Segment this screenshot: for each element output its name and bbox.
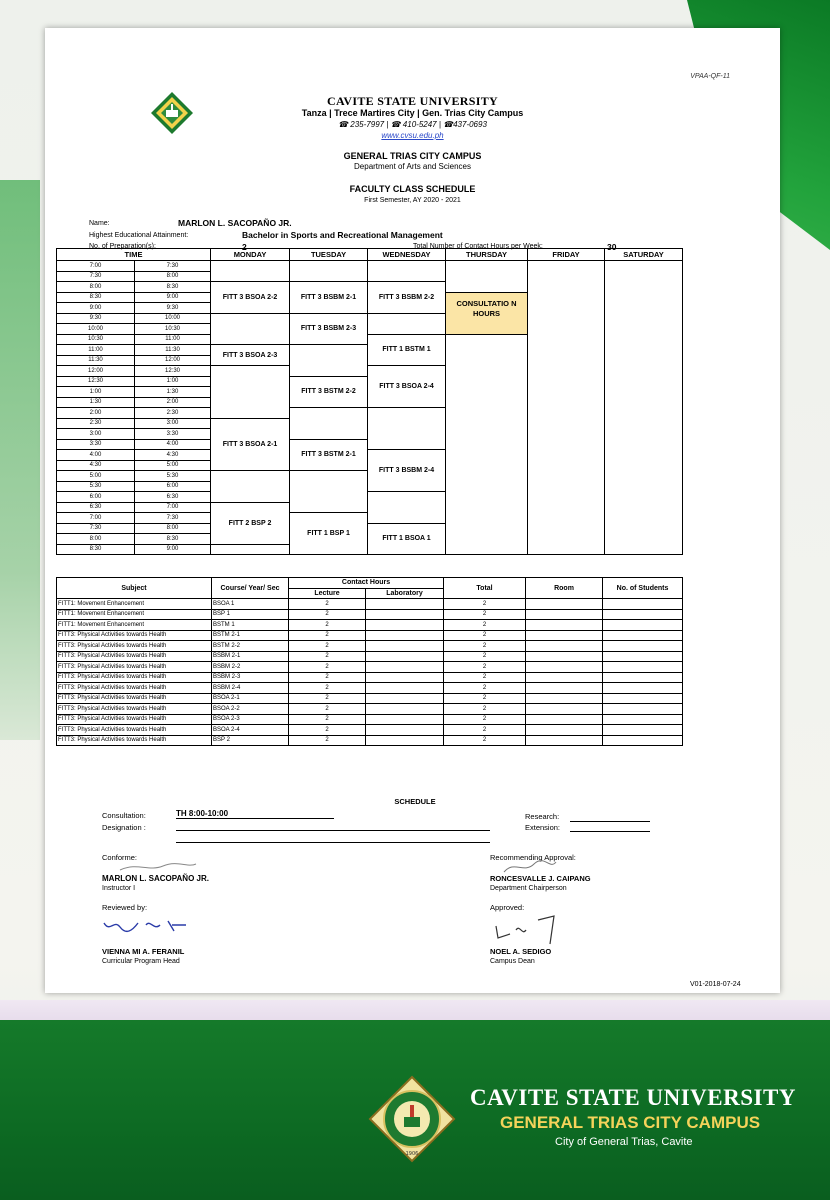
room	[526, 672, 603, 683]
course-section: BSBM 2-2	[212, 662, 289, 673]
time-end: 1:00	[135, 376, 211, 387]
designation-label: Designation :	[102, 823, 146, 832]
subject-name: FITT3: Physical Activities towards Health	[57, 693, 212, 704]
empty-slot	[368, 492, 446, 524]
room	[526, 662, 603, 673]
form-code: VPAA-QF-11	[690, 73, 730, 80]
time-start: 9:30	[57, 313, 135, 324]
class-block: FITT 3 BSOA 2-4	[368, 366, 446, 408]
empty-slot	[211, 471, 290, 503]
student-count	[603, 651, 683, 662]
course-section: BSOA 1	[212, 599, 289, 610]
reviewed-name: VIENNA MI A. FERANIL	[102, 947, 185, 956]
header-tuesday: TUESDAY	[290, 249, 368, 261]
time-start: 9:00	[57, 303, 135, 314]
time-end: 8:00	[135, 271, 211, 282]
course-section: BSOA 2-2	[212, 704, 289, 715]
lecture-hours: 2	[289, 651, 366, 662]
subject-row	[57, 662, 683, 673]
student-count	[603, 672, 683, 683]
time-end: 6:00	[135, 481, 211, 492]
campus-locations: Tanza | Trece Martires City | Gen. Trias City Campus	[301, 108, 524, 118]
room	[526, 714, 603, 725]
room	[526, 641, 603, 652]
empty-slot	[368, 261, 446, 282]
class-block: FITT 3 BSTM 2-1	[290, 439, 368, 471]
subject-row	[57, 599, 683, 610]
subject-name: FITT3: Physical Activities towards Health	[57, 735, 212, 746]
header-contact-hours: Contact Hours	[289, 578, 444, 589]
empty-slot	[446, 261, 528, 293]
total-hours: 2	[444, 641, 526, 652]
lecture-hours: 2	[289, 683, 366, 694]
subject-row	[57, 651, 683, 662]
reviewed-label: Reviewed by:	[102, 903, 148, 912]
time-end: 9:00	[135, 292, 211, 303]
lecture-hours: 2	[289, 725, 366, 736]
time-start: 11:30	[57, 355, 135, 366]
total-hours: 2	[444, 609, 526, 620]
time-start: 2:00	[57, 408, 135, 419]
course-section: BSOA 2-4	[212, 725, 289, 736]
lab-hours	[366, 620, 444, 631]
empty-slot	[446, 334, 528, 555]
time-end: 11:30	[135, 345, 211, 356]
designation-line-2	[176, 842, 490, 843]
subject-row	[57, 704, 683, 715]
schedule-grid	[56, 248, 683, 555]
empty-slot	[368, 408, 446, 450]
extension-label: Extension:	[525, 823, 561, 832]
class-block: FITT 1 BSP 1	[290, 513, 368, 555]
student-count	[603, 683, 683, 694]
course-section: BSOA 2-1	[212, 693, 289, 704]
room	[526, 609, 603, 620]
subject-row	[57, 620, 683, 631]
version-code: V01-2018-07-24	[690, 981, 741, 988]
room	[526, 620, 603, 631]
course-section: BSOA 2-3	[212, 714, 289, 725]
faculty-name	[178, 218, 292, 228]
name-label: Name:	[89, 220, 110, 227]
time-end: 7:00	[135, 502, 211, 513]
total-hours: 2	[444, 662, 526, 673]
subject-row	[57, 735, 683, 746]
website-link[interactable]: www.cvsu.edu.ph	[381, 131, 444, 140]
header-total: Total	[444, 578, 526, 599]
approved-label: Approved:	[490, 903, 525, 912]
time-start: 12:00	[57, 366, 135, 377]
class-block: FITT 3 BSOA 2-2	[211, 282, 290, 314]
empty-slot	[290, 408, 368, 440]
campus-name: GENERAL TRIAS CITY CAMPUS	[343, 151, 482, 161]
lab-hours	[366, 641, 444, 652]
class-block: FITT 1 BSOA 1	[368, 523, 446, 555]
time-end: 7:30	[135, 513, 211, 524]
lab-hours	[366, 609, 444, 620]
total-hours: 2	[444, 725, 526, 736]
time-start: 7:00	[57, 513, 135, 524]
time-start: 11:00	[57, 345, 135, 356]
time-end: 10:30	[135, 324, 211, 335]
lecture-hours: 2	[289, 641, 366, 652]
banner-text	[470, 1085, 796, 1148]
subject-name: FITT3: Physical Activities towards Health	[57, 651, 212, 662]
time-start: 5:30	[57, 481, 135, 492]
time-end: 12:00	[135, 355, 211, 366]
prep-label: No. of Preparation(s):	[89, 243, 156, 250]
empty-slot	[290, 471, 368, 513]
total-hours: 2	[444, 630, 526, 641]
approved-role: Campus Dean	[490, 958, 535, 965]
university-name: CAVITE STATE UNIVERSITY	[327, 94, 498, 108]
student-count	[603, 620, 683, 631]
subject-name: FITT3: Physical Activities towards Health	[57, 641, 212, 652]
header-time: TIME	[57, 249, 211, 261]
time-row	[57, 261, 683, 272]
time-end: 8:30	[135, 282, 211, 293]
conforme-label: Conforme:	[102, 853, 138, 862]
time-start: 8:00	[57, 534, 135, 545]
time-start: 4:30	[57, 460, 135, 471]
student-count	[603, 662, 683, 673]
subject-name: FITT3: Physical Activities towards Health	[57, 704, 212, 715]
time-start: 7:30	[57, 271, 135, 282]
university-seal	[368, 1075, 456, 1163]
time-start: 6:30	[57, 502, 135, 513]
lab-hours	[366, 672, 444, 683]
department-name: Department of Arts and Sciences	[354, 162, 471, 171]
time-start: 12:30	[57, 376, 135, 387]
class-block: FITT 3 BSBM 2-4	[368, 450, 446, 492]
student-count	[603, 725, 683, 736]
lecture-hours: 2	[289, 704, 366, 715]
course-section: BSBM 2-1	[212, 651, 289, 662]
empty-slot	[290, 261, 368, 282]
conforme-name: MARLON L. SACOPAÑO JR.	[102, 874, 209, 883]
document-title: FACULTY CLASS SCHEDULE	[349, 184, 476, 194]
lecture-hours: 2	[289, 630, 366, 641]
subject-name: FITT1: Movement Enhancement	[57, 609, 212, 620]
total-hours: 2	[444, 735, 526, 746]
attainment-value: Bachelor in Sports and Recreational Management	[242, 230, 443, 240]
total-hours: 2	[444, 599, 526, 610]
consultation-value: TH 8:00-10:00	[176, 809, 334, 819]
lab-hours	[366, 599, 444, 610]
reviewed-role: Curricular Program Head	[102, 958, 180, 965]
time-start: 1:30	[57, 397, 135, 408]
extension-line	[570, 831, 650, 832]
empty-slot	[211, 261, 290, 282]
prep-value: 2	[242, 242, 247, 252]
empty-slot	[290, 345, 368, 377]
time-start: 10:30	[57, 334, 135, 345]
lab-hours	[366, 714, 444, 725]
time-start: 5:00	[57, 471, 135, 482]
lecture-hours: 2	[289, 662, 366, 673]
semester: First Semester, AY 2020 - 2021	[364, 197, 461, 204]
header-monday: MONDAY	[211, 249, 290, 261]
schedule-label: SCHEDULE	[394, 797, 436, 806]
research-label: Research:	[525, 812, 560, 821]
total-hours: 2	[444, 693, 526, 704]
course-section: BSP 1	[212, 609, 289, 620]
class-block: FITT 3 BSTM 2-2	[290, 376, 368, 408]
conforme-role: Instructor I	[102, 885, 136, 892]
subject-row	[57, 609, 683, 620]
lab-hours	[366, 725, 444, 736]
student-count	[603, 714, 683, 725]
time-end: 3:30	[135, 429, 211, 440]
total-hours: 2	[444, 714, 526, 725]
lab-hours	[366, 735, 444, 746]
subject-name: FITT1: Movement Enhancement	[57, 599, 212, 610]
subject-name: FITT3: Physical Activities towards Health	[57, 662, 212, 673]
subject-row	[57, 672, 683, 683]
time-start: 6:00	[57, 492, 135, 503]
room	[526, 693, 603, 704]
total-hours: 2	[444, 672, 526, 683]
header-room: Room	[526, 578, 603, 599]
seal-year: 1906	[405, 1151, 419, 1157]
lab-hours	[366, 704, 444, 715]
lecture-hours: 2	[289, 714, 366, 725]
room	[526, 651, 603, 662]
room	[526, 599, 603, 610]
total-hours: 2	[444, 620, 526, 631]
student-count	[603, 693, 683, 704]
room	[526, 683, 603, 694]
time-start: 4:00	[57, 450, 135, 461]
conforme-signature	[118, 858, 198, 874]
time-start: 2:30	[57, 418, 135, 429]
subject-row	[57, 641, 683, 652]
student-count	[603, 630, 683, 641]
recommending-role: Department Chairperson	[490, 885, 567, 892]
empty-slot	[528, 261, 605, 555]
banner-campus: GENERAL TRIAS CITY CAMPUS	[500, 1113, 761, 1132]
header-course: Course/ Year/ Sec	[212, 578, 289, 599]
room	[526, 704, 603, 715]
empty-slot	[211, 544, 290, 555]
time-end: 9:30	[135, 303, 211, 314]
subject-name: FITT3: Physical Activities towards Health	[57, 725, 212, 736]
recommending-label: Recommending Approval:	[490, 853, 576, 862]
header-thursday: THURSDAY	[446, 249, 528, 261]
time-end: 5:30	[135, 471, 211, 482]
time-end: 10:00	[135, 313, 211, 324]
room	[526, 725, 603, 736]
research-line	[570, 821, 650, 822]
background-green-side	[0, 180, 40, 740]
total-hours: 2	[444, 683, 526, 694]
time-start: 8:30	[57, 544, 135, 555]
empty-slot	[368, 313, 446, 334]
total-hours: 2	[444, 704, 526, 715]
course-section: BSTM 2-1	[212, 630, 289, 641]
subject-row	[57, 714, 683, 725]
class-block: FITT 1 BSTM 1	[368, 334, 446, 366]
time-start: 10:00	[57, 324, 135, 335]
consultation-label: Consultation:	[102, 811, 146, 820]
time-start: 3:30	[57, 439, 135, 450]
class-block: FITT 3 BSBM 2-1	[290, 282, 368, 314]
header-wednesday: WEDNESDAY	[368, 249, 446, 261]
time-end: 4:30	[135, 450, 211, 461]
subject-name: FITT1: Movement Enhancement	[57, 620, 212, 631]
attainment	[242, 230, 443, 240]
subject-row	[57, 725, 683, 736]
header-students: No. of Students	[603, 578, 683, 599]
lab-hours	[366, 662, 444, 673]
total-hours: 2	[444, 651, 526, 662]
lecture-hours: 2	[289, 599, 366, 610]
time-start: 1:00	[57, 387, 135, 398]
approved-signature	[492, 912, 562, 946]
contact-hours-label: Total Number of Contact Hours per Week:	[413, 243, 543, 250]
time-start: 8:00	[57, 282, 135, 293]
subject-name: FITT3: Physical Activities towards Health	[57, 672, 212, 683]
time-end: 8:00	[135, 523, 211, 534]
time-end: 8:30	[135, 534, 211, 545]
empty-slot	[211, 366, 290, 419]
lab-hours	[366, 683, 444, 694]
time-end: 1:30	[135, 387, 211, 398]
time-start: 7:30	[57, 523, 135, 534]
course-section: BSBM 2-4	[212, 683, 289, 694]
class-block: FITT 3 BSOA 2-1	[211, 418, 290, 471]
subject-name: FITT3: Physical Activities towards Health	[57, 683, 212, 694]
course-section: BSP 2	[212, 735, 289, 746]
time-end: 11:00	[135, 334, 211, 345]
header-lecture: Lecture	[289, 588, 366, 599]
class-block: FITT 3 BSBM 2-3	[290, 313, 368, 345]
time-end: 12:30	[135, 366, 211, 377]
subject-row	[57, 683, 683, 694]
subject-name: FITT3: Physical Activities towards Health	[57, 714, 212, 725]
student-count	[603, 704, 683, 715]
lab-hours	[366, 693, 444, 704]
empty-slot	[605, 261, 683, 555]
header-saturday: SATURDAY	[605, 249, 683, 261]
course-section: BSTM 2-2	[212, 641, 289, 652]
subject-row	[57, 630, 683, 641]
header-subject: Subject	[57, 578, 212, 599]
lab-hours	[366, 630, 444, 641]
subject-row	[57, 693, 683, 704]
banner-city: City of General Trias, Cavite	[555, 1136, 693, 1148]
room	[526, 630, 603, 641]
lecture-hours: 2	[289, 609, 366, 620]
student-count	[603, 599, 683, 610]
designation-line	[176, 830, 490, 831]
subject-name: FITT3: Physical Activities towards Health	[57, 630, 212, 641]
lecture-hours: 2	[289, 693, 366, 704]
time-end: 2:00	[135, 397, 211, 408]
time-end: 5:00	[135, 460, 211, 471]
student-count	[603, 609, 683, 620]
consultation-hours-block: CONSULTATIO N HOURS	[446, 292, 528, 334]
time-end: 2:30	[135, 408, 211, 419]
time-end: 4:00	[135, 439, 211, 450]
class-block: FITT 3 BSOA 2-3	[211, 345, 290, 366]
room	[526, 735, 603, 746]
time-start: 3:00	[57, 429, 135, 440]
lecture-hours: 2	[289, 672, 366, 683]
class-block: FITT 2 BSP 2	[211, 502, 290, 544]
lab-hours	[366, 651, 444, 662]
class-block: FITT 3 BSBM 2-2	[368, 282, 446, 314]
schedule-header-row	[57, 249, 683, 261]
time-end: 7:30	[135, 261, 211, 272]
approved-name: NOEL A. SEDIGO	[490, 947, 552, 956]
student-count	[603, 735, 683, 746]
reviewed-signature	[102, 915, 192, 937]
time-end: 9:00	[135, 544, 211, 555]
time-start: 8:30	[57, 292, 135, 303]
header-friday: FRIDAY	[528, 249, 605, 261]
attainment-label: Highest Educational Attainment:	[89, 232, 189, 239]
student-count	[603, 641, 683, 652]
contact-hours-value: 30	[607, 242, 617, 252]
course-section: BSTM 1	[212, 620, 289, 631]
lecture-hours: 2	[289, 620, 366, 631]
time-start: 7:00	[57, 261, 135, 272]
subjects-table	[56, 577, 683, 746]
lecture-hours: 2	[289, 735, 366, 746]
banner-university: CAVITE STATE UNIVERSITY	[470, 1085, 796, 1110]
faculty-name-value: MARLON L. SACOPAÑO JR.	[178, 218, 292, 228]
empty-slot	[211, 313, 290, 345]
time-end: 6:30	[135, 492, 211, 503]
recommending-name: RONCESVALLE J. CAIPANG	[490, 874, 591, 883]
header-laboratory: Laboratory	[366, 588, 444, 599]
phone-numbers: ☎ 235-7997 | ☎ 410-5247 | ☎437-0693	[338, 120, 487, 129]
course-section: BSBM 2-3	[212, 672, 289, 683]
time-end: 3:00	[135, 418, 211, 429]
